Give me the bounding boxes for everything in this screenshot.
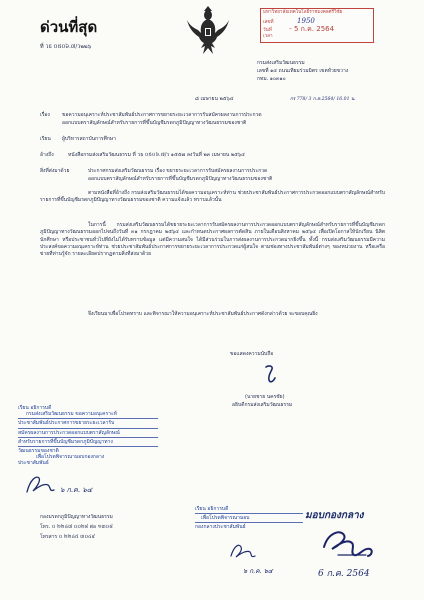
recipient-label: เรียน [40, 136, 51, 142]
right-note-date: ๖ ก.ค. ๖๔ [243, 567, 273, 575]
left-note-line2: กรมส่งเสริมวัฒนธรรม ขอความอนุเคราะห์ [26, 411, 117, 418]
subject-line1: ขอความอนุเคราะห์ประชาสัมพันธ์ประกาศการขยายระยะเวลาการรับสมัครผลงานการประกวด [62, 112, 262, 118]
enclosure-line2: ออกแบบตราสัญลักษณ์สำหรับรายการที่ขึ้นบัญชีมรดกภูมิปัญญาทางวัฒนธรรมของชาติ [88, 176, 273, 182]
body-paragraph-1: ตามหนังสือที่อ้างถึง กรมส่งเสริมวัฒนธรรมได้ขอความอนุเคราะห์ท่าน ช่วยประชาสัมพันธ์ประกาศการประกวดออกแบบตราสัญลักษณ์สำหรับรายการที่ขึ้นบัญชีมรดกภูมิปัญญาทางวัฒนธรรมของชาติ ความแจ้งแล้ว ทราบแล้วนั้น [40, 190, 385, 204]
footer-phone: โทร. ០ ២២៤៧ ០០២៨ ต่อ ១៣០៨ [40, 524, 113, 530]
receipt-stamp-time-label: เวลา [263, 34, 273, 39]
left-routing-note [18, 405, 158, 467]
subject-label: เรื่อง [40, 112, 50, 118]
body-paragraph-3: จึงเรียนมาเพื่อโปรดทราบ และพิจารณาให้ความอนุเคราะห์ประชาสัมพันธ์ประกาศดังกล่าวด้วย จะขอบคุณยิ่ง [88, 311, 318, 317]
left-note-line6: วัฒนธรรมของชาติ [18, 448, 59, 455]
left-note-line4: สมัครผลงานการประกวดออกแบบตราสัญลักษณ์ [18, 429, 120, 436]
receipt-stamp-org: มหาวิทยาลัยเทคโนโลยีราชมงคลศรีวิชัย [263, 10, 343, 15]
letter-date: ๘ เมษายน ๒๕๖๔ [195, 96, 234, 102]
agency-address-line2: กทม. ๑๐๓๑๐ [257, 76, 286, 82]
right-note-line3: กองกลางประชาสัมพันธ์ [195, 524, 246, 531]
left-note-line3: ประชาสัมพันธ์ประกาศการขยายระยะเวลารับ [18, 420, 115, 427]
right-note-line1: เรียน อธิการบดี [195, 506, 229, 512]
receipt-stamp [260, 8, 374, 43]
document-number: ที่ วธ ០៥០៦.៧/ว๒๒๖ [40, 44, 92, 50]
enclosure-line1: ประกาศกรมส่งเสริมวัฒนธรรม เรื่อง ขยายระยะเวลาการรับสมัครผลงานการประกวด [88, 168, 268, 174]
body-paragraph-2: ในการนี้ กรมส่งเสริมวัฒนธรรมได้ขยายระยะเวลาการรับสมัครผลงานการประกวดออกแบบตราสัญลักษณ์สำหรับรายการที่ขึ้นบัญชีมรดกภูมิปัญญาทางวัฒนธรรมออกไปจนถึงวันที่ ๓๑ กรกฎาคม ๒๕๖๔ และกำหนดประกาศผลการตัดสิน ภายในเดือนสิงหาคม ๒๕๖๔ เพื่อเปิดโอกาสให้นักเรียน นิสิตนักศึกษา หรือประชาชนทั่วไปที่ยังไม่ได้รับทราบข้อมูล แต่มีความสนใจ ได้มีส่วนร่วมในการส่งผลงานการประกวดมากยิ่งขึ้น ทั้งนี้ กรมส่งเสริมวัฒนธรรมมีความประสงค์ขอความอนุเคราะห์ท่าน ช่วยประชาสัมพันธ์ประกาศการขยายระยะเวลาการประกวดแก่ผู้สนใจ ตามช่องทางประชาสัมพันธ์ต่างๆ ของหน่วยงาน หรือเครือข่ายที่ท่านรู้จัก รายละเอียดปรากฏตามสิ่งที่ส่งมาด้วย [40, 222, 385, 258]
footer-department: กองมรดกภูมิปัญญาทางวัฒนธรรม [40, 514, 113, 520]
signer-title: อธิบดีกรมส่งเสริมวัฒนธรรม [232, 402, 293, 408]
reference-label: อ้างถึง [40, 152, 54, 158]
left-note-signature [24, 472, 58, 498]
right-routing-note [195, 506, 315, 531]
garuda-emblem-icon [185, 6, 231, 58]
right-note-line2: เพื่อโปรดพิจารณามอบ [201, 515, 250, 522]
enclosure-label: สิ่งที่ส่งมาด้วย [40, 168, 70, 174]
approval-handwritten-text: มอบกองกลาง [305, 510, 364, 521]
agency-name: กรมส่งเสริมวัฒนธรรม [257, 60, 305, 66]
receipt-stamp-number-label: เลขที่ [263, 20, 274, 25]
receipt-stamp-date: - 5 ก.ค. 2564 [289, 25, 335, 33]
left-note-line8: ประชาสัมพันธ์ [18, 460, 49, 467]
receipt-stamp-date-label: วันที่ [263, 28, 272, 33]
subject-line2: ออกแบบตราสัญลักษณ์สำหรับรายการที่ขึ้นบัญชีมรดกภูมิปัญญาทางวัฒนธรรมของชาติ [62, 120, 247, 126]
recipient-text: ผู้บริหารสถาบันการศึกษา [62, 136, 116, 142]
left-note-line5: สำหรับรายการที่ขึ้นบัญชีมรดกภูมิปัญญาทาง [18, 438, 113, 445]
reference-text: หนังสือกรมส่งเสริมวัฒนธรรม ที่ วธ ០៥០៦.៧/ว ๑๕๕๗ ลงวันที่ ๒๓ เมษายน ๒๕๖๔ [68, 152, 245, 158]
left-note-line7: เพื่อโปรดพิจารณามอบกองกลาง [36, 454, 105, 461]
footer-fax: โทรสาร ០ ២២៤៥ ៣០៤៩ [40, 534, 96, 540]
president-signature [318, 525, 378, 563]
margin-registration-note: กร 778/ 3 ก.ค.2564/ 16.01 น. [290, 97, 356, 102]
agency-address-line1: เลขที่ ๑๔ ถนนเทียมร่วมมิตร เขตห้วยขวาง [257, 68, 349, 74]
signer-name: (นายชาย นครชัย) [245, 394, 285, 400]
left-note-date: ๖ ก.ค. ๖๔ [60, 486, 93, 494]
right-note-signature [228, 540, 258, 562]
director-signature [262, 363, 280, 385]
receipt-stamp-number: 1950 [297, 17, 315, 25]
urgency-label: ด่วนที่สุด [40, 18, 98, 36]
approval-date: 6 ก.ค. 2564 [318, 569, 370, 579]
closing-salutation: ขอแสดงความนับถือ [230, 351, 274, 357]
left-note-line1: เรียน อธิการบดี [18, 405, 52, 411]
